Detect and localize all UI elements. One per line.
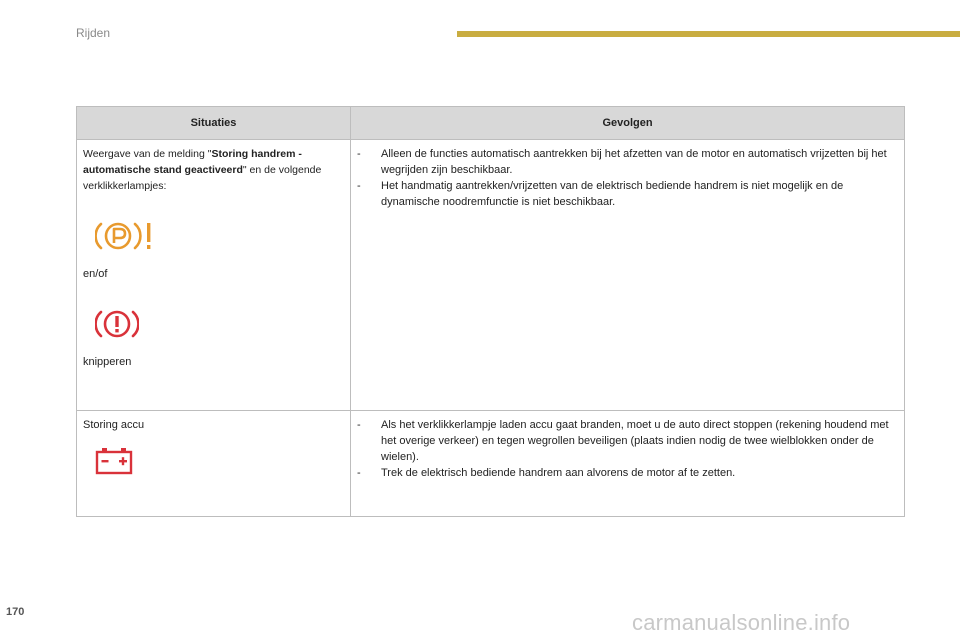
bullet-dash: - [357, 180, 361, 192]
consequence-list [357, 417, 896, 481]
consequence-text: Alleen de functies automatisch aantrekken bij het afzetten van de motor en automatisch vrijzetten bij het wegrijden zijn beschikbaar. [381, 148, 887, 176]
consequence-cell [351, 411, 905, 517]
consequence-text: Het handmatig aantrekken/vrijzetten van de elektrisch bediende handrem is niet mogelijk en de dynamische noodremfunctie is niet beschikbaar. [381, 180, 844, 208]
section-title: Rijden [76, 26, 111, 40]
list-item [357, 417, 896, 465]
blinking-label: knipperen [83, 356, 132, 368]
fault-message: Storing handrem - automatische stand geactiveerd [83, 148, 302, 176]
page-number: 170 [6, 606, 25, 618]
header-accent-bar [457, 31, 960, 37]
bullet-dash: - [357, 467, 361, 479]
bullet-dash: - [357, 419, 361, 431]
table-row [77, 411, 905, 517]
consequence-cell [351, 140, 905, 411]
situation-cell [77, 411, 351, 517]
column-header-situations: Situaties [77, 107, 351, 140]
situation-text [83, 146, 342, 194]
brake-warning-icon [95, 306, 342, 344]
list-item [357, 146, 896, 178]
situation-text-pre: Weergave van de melding " [83, 148, 212, 160]
situation-cell [77, 140, 351, 411]
watermark: carmanualsonline.info [632, 610, 851, 635]
parking-brake-warning-icon [95, 218, 342, 256]
list-item [357, 178, 896, 210]
situation-text: Storing accu [83, 419, 145, 431]
battery-icon [95, 447, 342, 485]
consequence-list [357, 146, 896, 210]
table-header-row [77, 107, 905, 140]
consequence-text: Als het verklikkerlampje laden accu gaat branden, moet u de auto direct stoppen (rekening houdend met het overige verkeer) en tegen wegrollen beveiligen (plaats indien nodig de twee wielblokken onder de wielen). [381, 419, 889, 463]
list-item [357, 465, 896, 481]
situation-text-post: " en de volgende verklikkerlampjes: [83, 164, 322, 192]
column-header-consequences: Gevolgen [351, 107, 905, 140]
table-row [77, 140, 905, 411]
and-or-label: en/of [83, 268, 108, 280]
bullet-dash: - [357, 148, 361, 160]
consequence-text: Trek de elektrisch bediende handrem aan alvorens de motor af te zetten. [381, 467, 736, 479]
situations-table [76, 106, 905, 517]
